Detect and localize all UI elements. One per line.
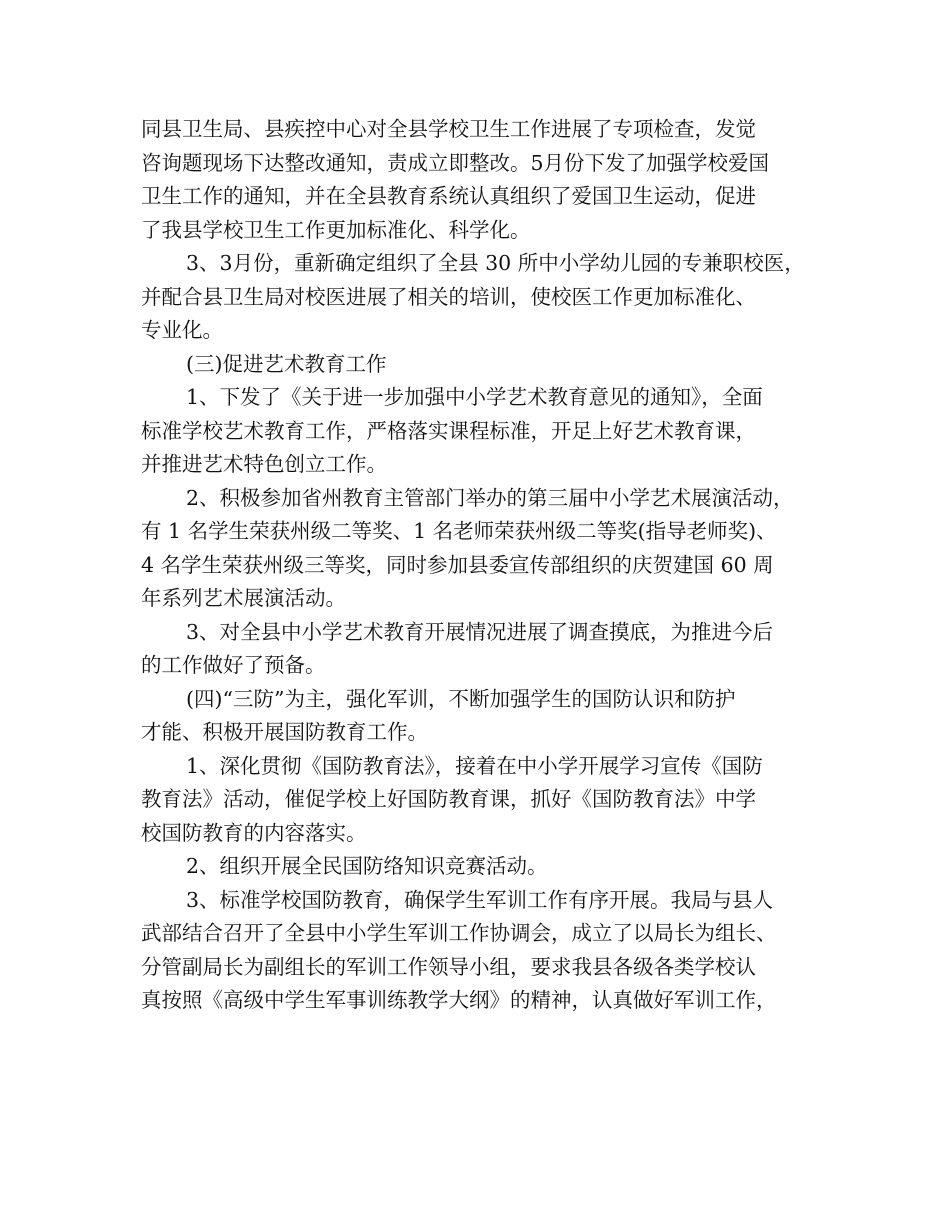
text-line: 2、组织开展全民国防络知识竞赛活动。: [186, 854, 548, 878]
text-line: 年系列艺术展演活动。: [141, 586, 346, 610]
text-line: 有 1 名学生荣获州级二等奖、1 名老师荣获州级二等奖(指导老师奖)、: [141, 519, 777, 543]
text-line: 2、积极参加省州教育主管部门举办的第三届中小学艺术展演活动，: [186, 485, 794, 510]
text-line: 真按照《高级中学生军事训练教学大纲》的精神，认真做好军训工作，: [141, 988, 777, 1012]
text-line: 武部结合召开了全县中小学生军训工作协调会，成立了以局长为组长、: [141, 921, 777, 945]
paragraph: [141, 884, 821, 1018]
text-line: 标准学校艺术教育工作，严格落实课程标准，开足上好艺术教育课，: [141, 418, 756, 443]
paragraph: [141, 850, 821, 884]
text-line: 校国防教育的内容落实。: [141, 820, 367, 845]
text-line: (四)“三防”为主，强化军训，不断加强学生的国防认识和防护: [186, 686, 736, 711]
paragraph: [141, 683, 821, 750]
text-line: 教育法》活动，催促学校上好国防教育课，抓好《国防教育法》中学: [141, 787, 756, 811]
text-line: 1、深化贯彻《国防教育法》，接着在中小学开展学习宣传《国防: [186, 753, 763, 778]
paragraph: [141, 247, 821, 348]
text-line: 3、3月份，重新确定组织了全县 30 所中小学幼儿园的专兼职校医，: [186, 251, 805, 275]
text-line: 了我县学校卫生工作更加标准化、科学化。: [141, 217, 531, 242]
text-line: 1、下发了《关于进一步加强中小学艺术教育意见的通知》，全面: [186, 385, 763, 409]
paragraph: [141, 381, 821, 482]
paragraph: [141, 616, 821, 683]
text-line: 咨询题现场下达整改通知，责成立即整改。5月份下发了加强学校爱国: [141, 150, 770, 175]
document-body: [141, 113, 821, 1018]
text-line: 同县卫生局、县疾控中心对全县学校卫生工作进展了专项检查，发觉: [141, 117, 756, 141]
paragraph: [141, 750, 821, 851]
text-line: (三)促进艺术教育工作: [186, 351, 387, 376]
paragraph: [141, 113, 821, 247]
text-line: 的工作做好了预备。: [141, 653, 326, 677]
paragraph: [141, 482, 821, 616]
text-line: 并配合县卫生局对校医进展了相关的培训，使校医工作更加标准化、: [141, 284, 756, 309]
paragraph: [141, 348, 821, 382]
text-line: 并推进艺术特色创立工作。: [141, 452, 387, 476]
text-line: 4 名学生荣获州级三等奖，同时参加县委宣传部组织的庆贺建国 60 周: [141, 552, 774, 577]
text-line: 3、标准学校国防教育，确保学生军训工作有序开展。我局与县人: [186, 887, 774, 912]
text-line: 分管副局长为副组长的军训工作领导小组，要求我县各级各类学校认: [141, 954, 756, 979]
text-line: 卫生工作的通知，并在全县教育系统认真组织了爱国卫生运动，促进: [141, 184, 756, 208]
text-line: 专业化。: [141, 318, 223, 342]
text-line: 才能、积极开展国防教育工作。: [141, 720, 428, 744]
text-line: 3、对全县中小学艺术教育开展情况进展了调查摸底，为推进今后: [186, 619, 774, 644]
